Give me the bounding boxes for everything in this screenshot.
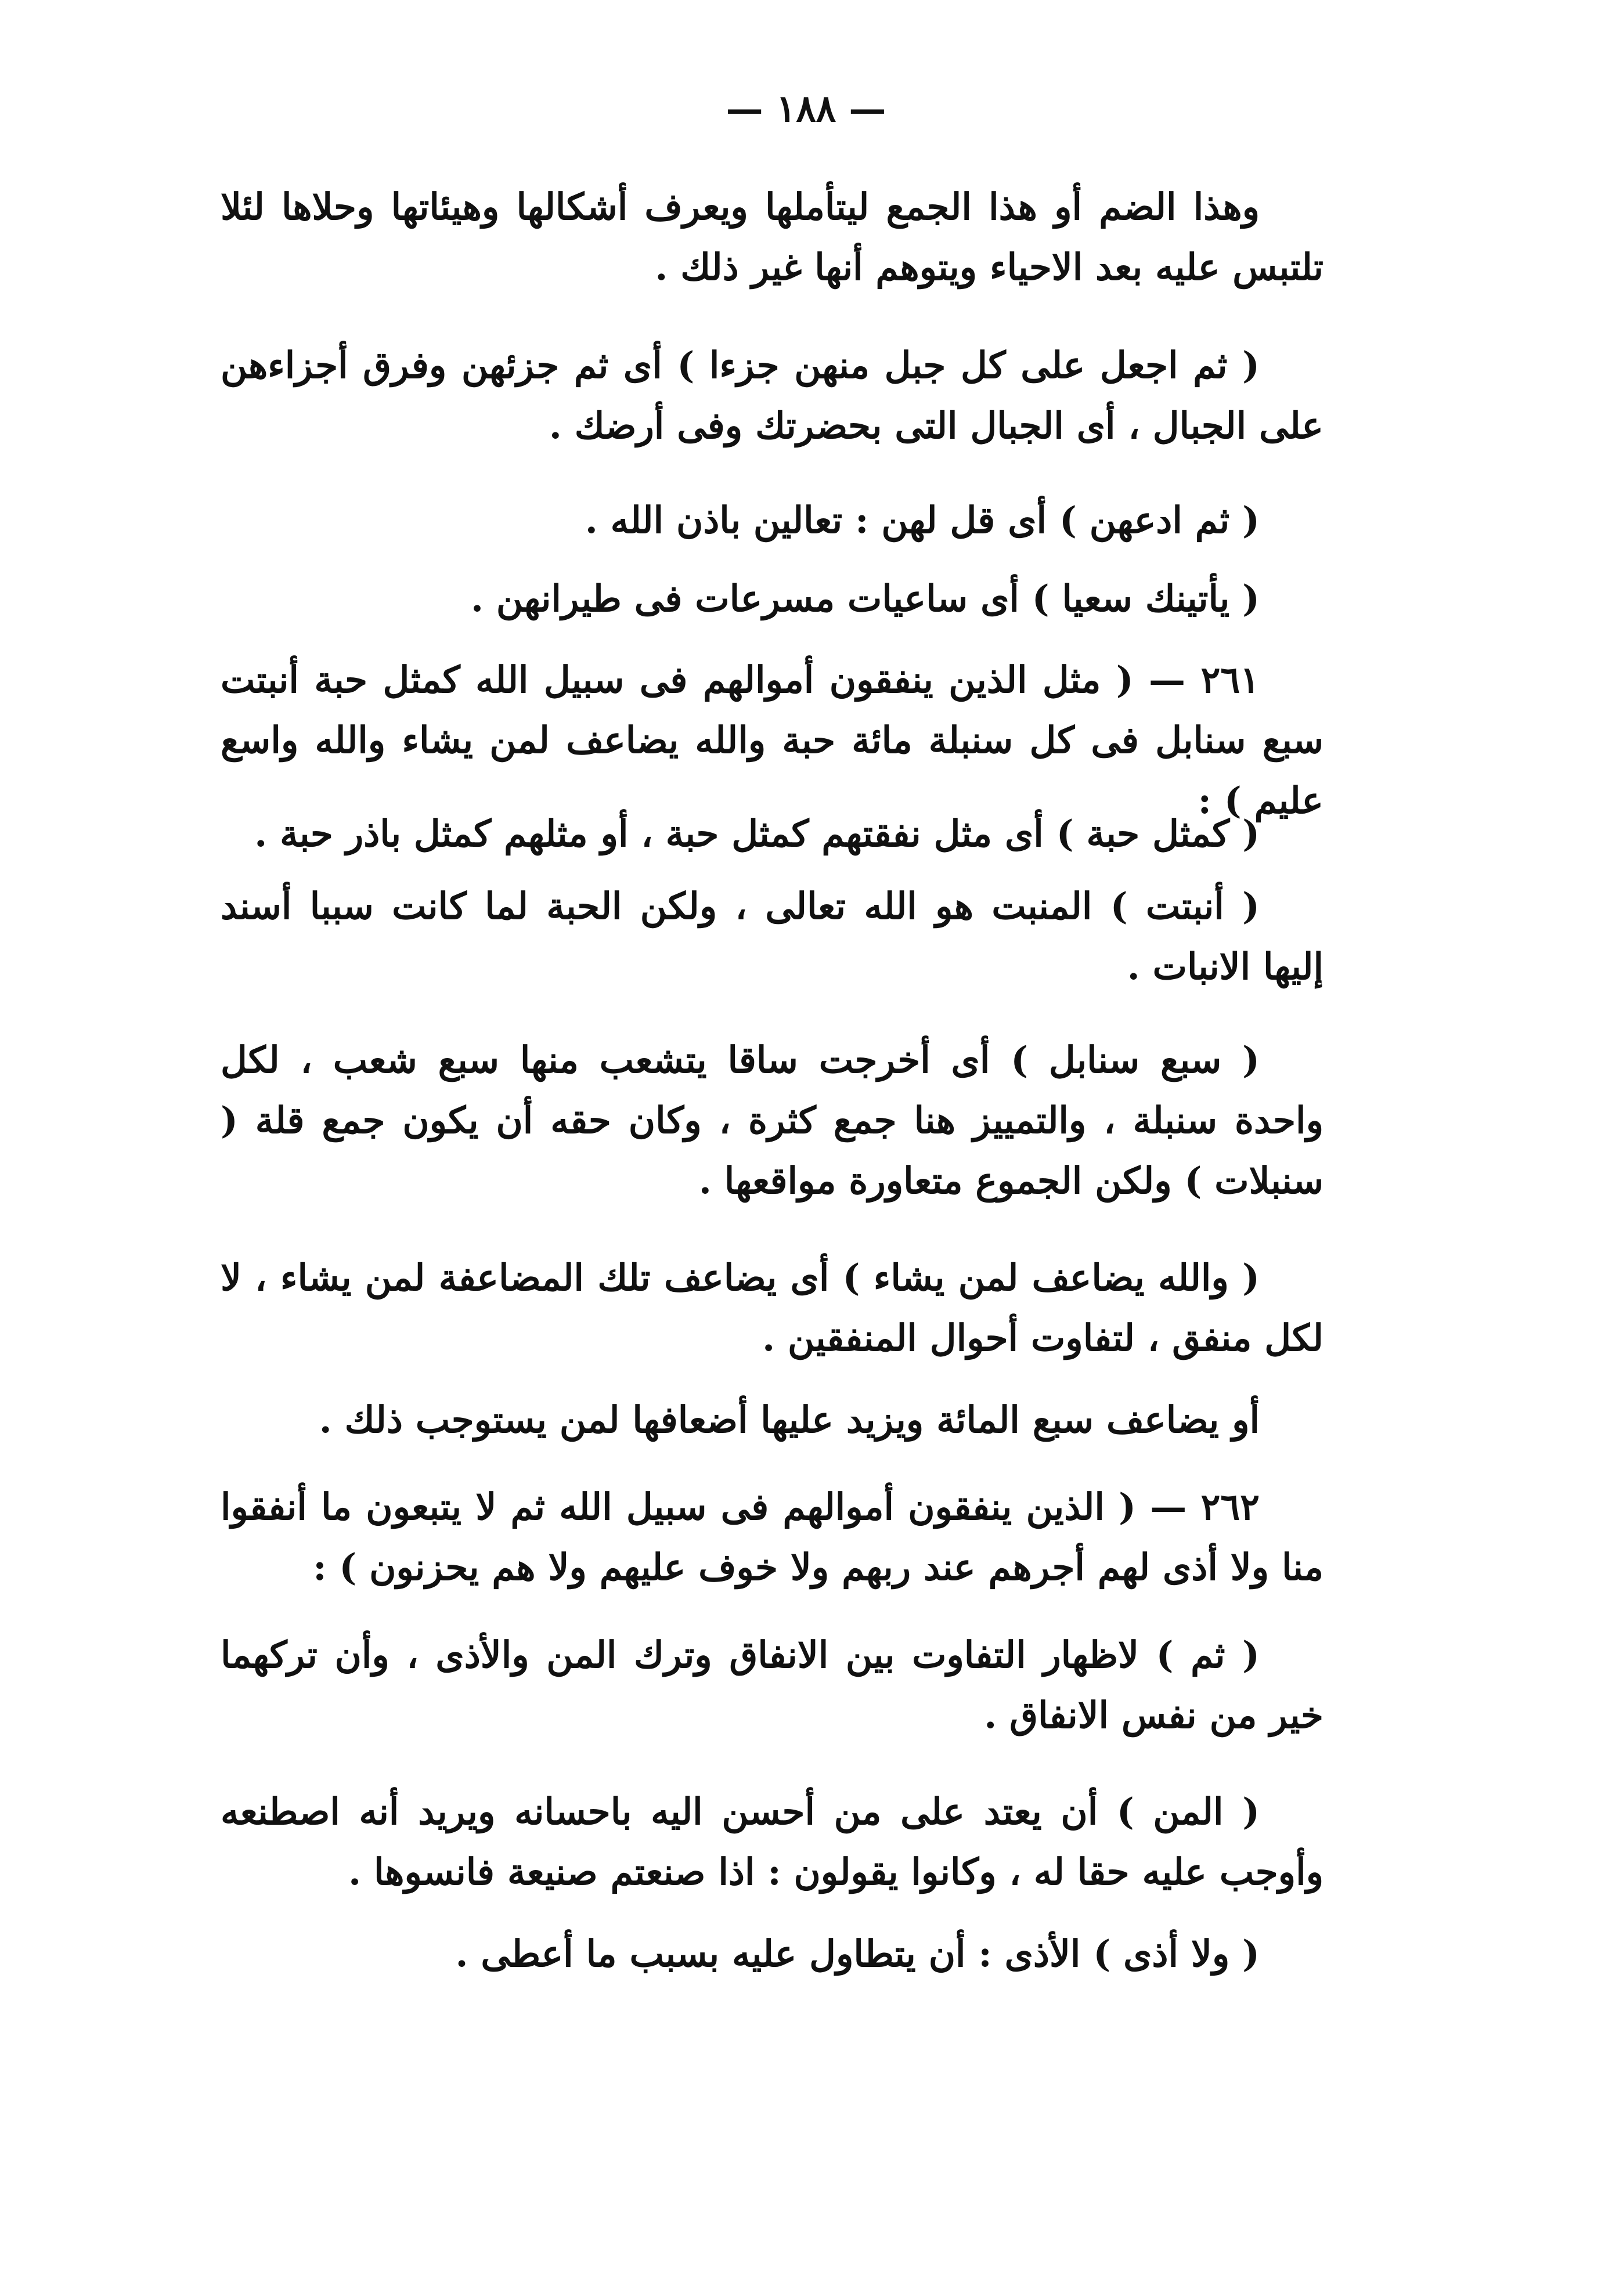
paragraph-text: ( ثم اجعل على كل جبل منهن جزءا ) أى ثم جزئهن وفرق أجزاءهن على الجبال ، أى الجبال التى بحضرتك وفى أرضك . bbox=[221, 344, 1324, 447]
paragraph-text: ( كمثل حبة ) أى مثل نفقتهم كمثل حبة ، أو مثلهم كمثل باذر حبة . bbox=[254, 812, 1260, 855]
paragraph-text: ٢٦٢ — ( الذين ينفقون أموالهم فى سبيل الله ثم لا يتبعون ما أنفقوا منا ولا أذى لهم أجرهم عند ربهم ولا خوف عليهم ولا هم يحزنون ) : bbox=[221, 1485, 1324, 1589]
paragraph-12 bbox=[221, 1625, 1324, 1746]
paragraph-4 bbox=[221, 569, 1324, 629]
verse-262 bbox=[221, 1477, 1324, 1598]
paragraph-1 bbox=[221, 177, 1324, 298]
paragraph-text: ( المن ) أن يعتد على من أحسن اليه باحسانه ويريد أنه اصطنعه وأوجب عليه حقا له ، وكانوا يقولون : اذا صنعتم صنيعة فانسوها . bbox=[221, 1790, 1324, 1893]
paragraph-text: وهذا الضم أو هذا الجمع ليتأملها ويعرف أشكالها وهيئاتها وحلاها لئلا تلتبس عليه بعد الاحياء ويتوهم أنها غير ذلك . bbox=[221, 185, 1324, 288]
paragraph-7 bbox=[221, 876, 1324, 997]
paragraph-8 bbox=[221, 1030, 1324, 1211]
page-number: — ١٨٨ — bbox=[726, 87, 886, 131]
paragraph-text: ( ولا أذى ) الأذى : أن يتطاول عليه بسبب ما أعطى . bbox=[455, 1932, 1260, 1975]
paragraph-text: ( ثم ) لاظهار التفاوت بين الانفاق وترك المن والأذى ، وأن تركهما خير من نفس الانفاق . bbox=[221, 1633, 1324, 1737]
paragraph-2 bbox=[221, 335, 1324, 456]
paragraph-9 bbox=[221, 1248, 1324, 1369]
paragraph-14 bbox=[221, 1924, 1324, 1984]
paragraph-13 bbox=[221, 1782, 1324, 1902]
paragraph-text: ٢٦١ — ( مثل الذين ينفقون أموالهم فى سبيل الله كمثل حبة أنبتت سبع سنابل فى كل سنبلة مائة حبة والله يضاعف لمن يشاء والله واسع عليم ) : bbox=[221, 658, 1324, 822]
paragraph-text: ( والله يضاعف لمن يشاء ) أى يضاعف تلك المضاعفة لمن يشاء ، لا لكل منفق ، لتفاوت أحوال المنفقين . bbox=[221, 1256, 1324, 1359]
paragraph-text: أو يضاعف سبع المائة ويزيد عليها أضعافها لمن يستوجب ذلك . bbox=[319, 1398, 1260, 1441]
paragraph-text: ( أنبتت ) المنبت هو الله تعالى ، ولكن الحبة لما كانت سببا أسند إليها الانبات . bbox=[221, 885, 1324, 988]
paragraph-text: ( ثم ادعهن ) أى قل لهن : تعالين باذن الله . bbox=[585, 499, 1260, 541]
paragraph-text: ( سبع سنابل ) أى أخرجت ساقا يتشعب منها سبع شعب ، لكل واحدة سنبلة ، والتمييز هنا جمع كثرة ، وكان حقه أن يكون جمع قلة ( سنبلات ) ولكن الجموع متعاورة مواقعها . bbox=[221, 1038, 1324, 1202]
paragraph-text: ( يأتينك سعيا ) أى ساعيات مسرعات فى طيرانهن . bbox=[471, 577, 1260, 620]
paragraph-6 bbox=[221, 804, 1324, 864]
paragraph-3 bbox=[221, 490, 1324, 551]
paragraph-10 bbox=[221, 1390, 1324, 1450]
